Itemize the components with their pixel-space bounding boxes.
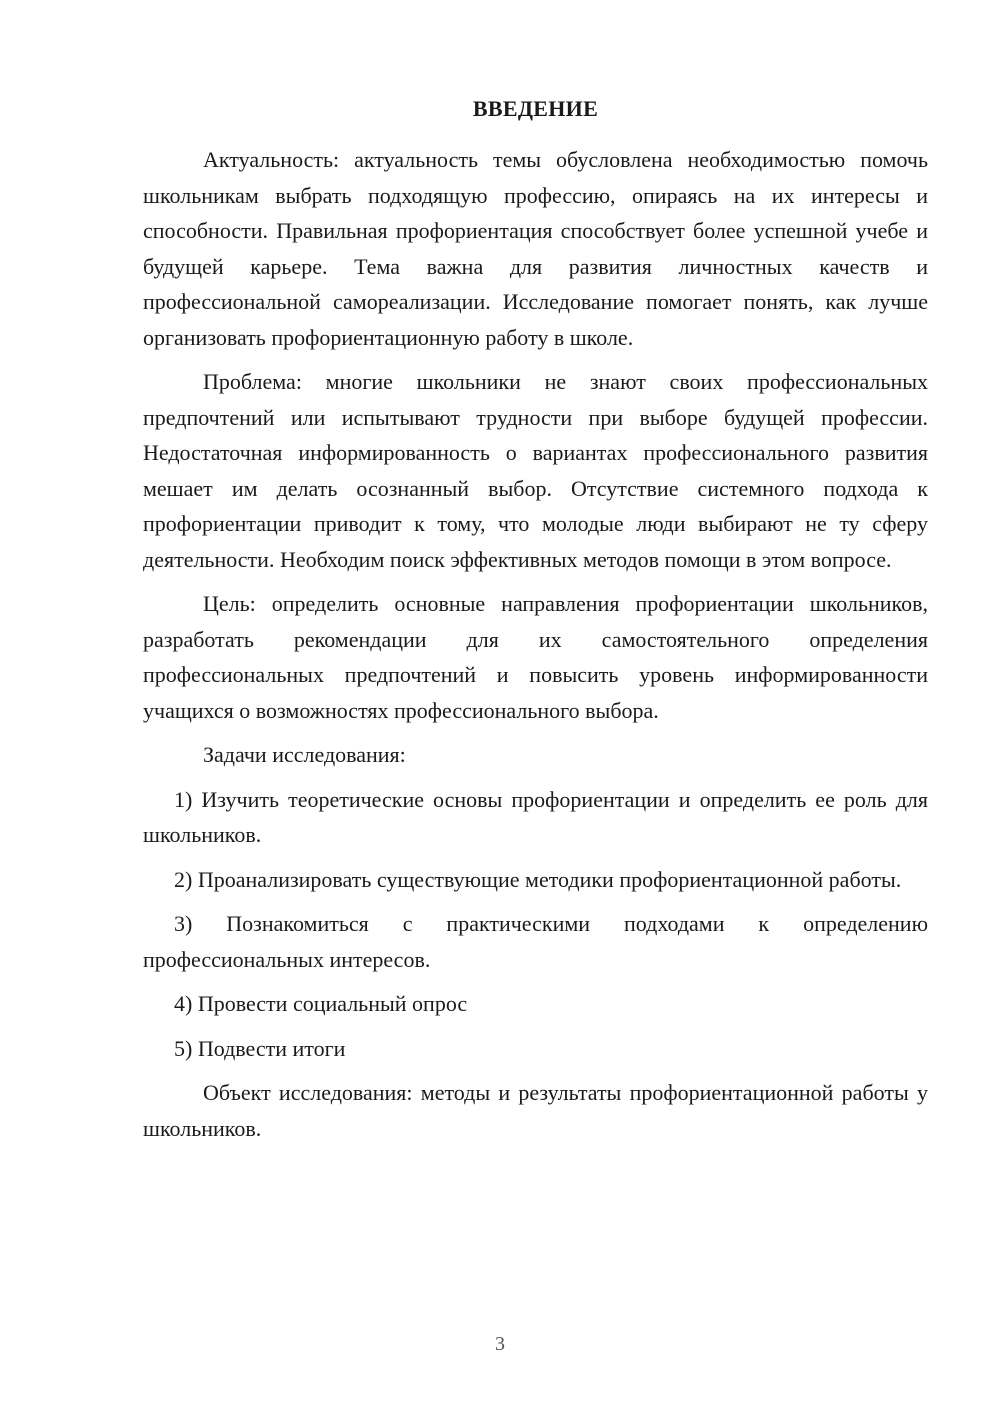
task-item: 5) Подвести итоги (174, 1035, 346, 1061)
relevance-paragraph: Актуальность: актуальность темы обусловлена необходимостью помочь школьникам выбрать подходящую профессию, опираясь на их интересы и способности. Правильная профориентация способствует более успешной учебе и будущей карьере. Тема важна для развития личностных качеств и профессиональной самореализации. Исследование помогает понять, как лучше организовать профориентационную работу в школе. (143, 147, 928, 350)
problem-paragraph: Проблема: многие школьники не знают своих профессиональных предпочтений или испытывают трудности при выборе будущей профессии. Недостаточная информированность о вариантах профессионального развития мешает им делать осознанный выбор. Отсутствие системного подхода к профориентации приводит к тому, что молодые люди выбирают не ту сферу деятельности. Необходим поиск эффективных методов помощи в этом вопросе. (143, 369, 928, 572)
task-item: 2) Проанализировать существующие методики профориентационной работы. (174, 866, 902, 892)
document-page (143, 94, 928, 1155)
page-number: 3 (495, 1333, 505, 1355)
object-paragraph: Объект исследования: методы и результаты профориентационной работы у школьников. (143, 1080, 928, 1141)
goal-paragraph: Цель: определить основные направления профориентации школьников, разработать рекомендации для их самостоятельного определения профессиональных предпочтений и повысить уровень информированности учащихся о возможностях профессионального выбора. (143, 591, 928, 723)
task-item: 4) Провести социальный опрос (174, 991, 468, 1016)
tasks-title: Задачи исследования: (203, 742, 406, 767)
task-item: 3) Познакомиться с практическими подходами к определению профессиональных интересов. (143, 911, 928, 972)
task-item: 1) Изучить теоретические основы профориентации и определить ее роль для школьников. (143, 786, 928, 847)
section-heading: ВВЕДЕНИЕ (472, 96, 599, 121)
